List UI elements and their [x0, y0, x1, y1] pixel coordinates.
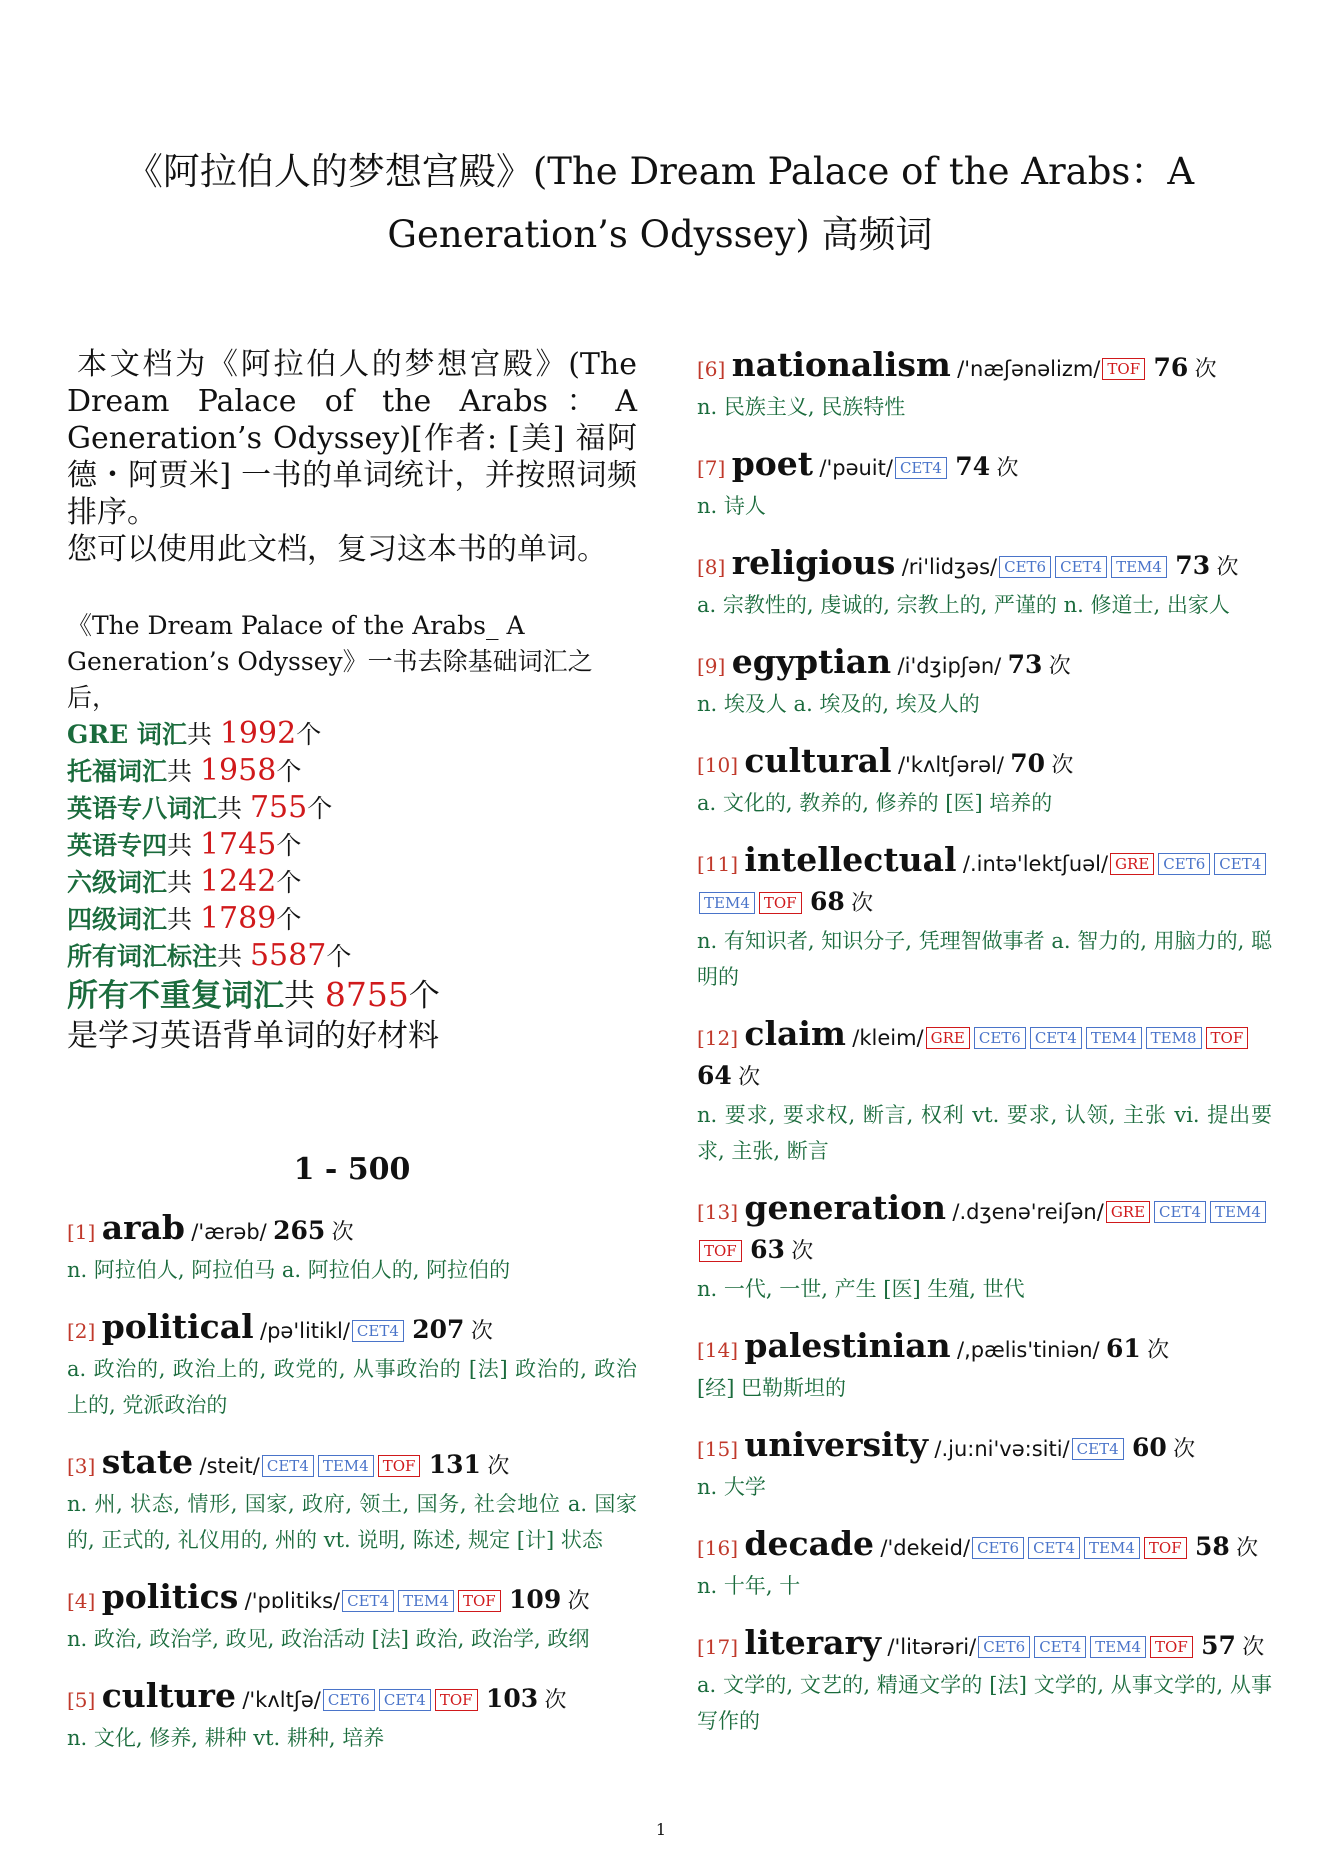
vocab-stats — [67, 608, 637, 1056]
page-title: 《阿拉伯人的梦想宫殿》(The Dream Palace of the Arabs：A Generation’s Odyssey) 高频词 — [125, 150, 1195, 256]
word-entry — [697, 445, 1272, 524]
entry-phonetic: /'litərəri/ — [887, 1635, 977, 1659]
entry-times-label: 次 — [1147, 1338, 1170, 1363]
word-entry — [697, 1189, 1272, 1307]
entry-headline — [697, 1525, 1272, 1568]
page-number: 1 — [655, 1820, 667, 1839]
stats-unit: 个 — [276, 831, 302, 860]
entry-definition: n. 州, 状态, 情形, 国家, 政府, 领土, 国务, 社会地位 a. 国家的, 正式的, 礼仪用的, 州的 vt. 说明, 陈述, 规定 [计] 状态 — [67, 1492, 637, 1552]
entry-definition: n. 要求, 要求权, 断言, 权利 vt. 要求, 认领, 主张 vi. 提出要求, 主张, 断言 — [697, 1103, 1272, 1163]
entry-times-label: 次 — [544, 1688, 567, 1713]
entry-word: university — [744, 1425, 929, 1464]
exam-tag: TEM4 — [1210, 1201, 1266, 1223]
entry-count: 73 — [1175, 551, 1211, 580]
entry-word: claim — [744, 1014, 846, 1053]
entry-phonetic: /pə'litikl/ — [260, 1319, 350, 1343]
exam-tag: CET6 — [978, 1636, 1030, 1658]
entry-word: palestinian — [744, 1326, 951, 1365]
word-entry — [697, 346, 1272, 425]
entry-count: 58 — [1194, 1532, 1230, 1561]
stats-mid: 共 — [167, 757, 200, 786]
word-entry — [697, 742, 1272, 821]
entry-list-right — [697, 346, 1272, 1739]
entry-phonetic: /.dʒenə'reiʃən/ — [952, 1200, 1104, 1224]
entry-phonetic: /'kʌltʃərəl/ — [897, 753, 1004, 777]
entry-index: [11] — [697, 852, 739, 876]
entry-times-label: 次 — [1194, 357, 1217, 382]
exam-tag: TOF — [1150, 1636, 1193, 1658]
entry-headline — [67, 1209, 637, 1252]
entry-headline — [697, 1624, 1272, 1667]
stats-value: 755 — [249, 790, 308, 825]
word-entry — [697, 1327, 1272, 1406]
stats-row — [67, 827, 637, 864]
entry-count: 68 — [809, 887, 845, 916]
word-entry — [697, 1624, 1272, 1739]
exam-tag: CET4 — [379, 1689, 431, 1711]
stats-unit: 个 — [276, 757, 302, 786]
entry-definition: n. 政治, 政治学, 政见, 政治活动 [法] 政治, 政治学, 政纲 — [67, 1627, 590, 1651]
entry-count: 207 — [412, 1315, 465, 1344]
exam-tag: TOF — [1144, 1537, 1187, 1559]
stats-row — [67, 938, 637, 975]
entry-word: literary — [744, 1623, 882, 1662]
word-entry — [67, 1578, 637, 1657]
stats-closing: 是学习英语背单词的好材料 — [67, 1018, 439, 1054]
exam-tag: CET4 — [1030, 1027, 1082, 1049]
entry-times-label: 次 — [1242, 1635, 1265, 1660]
entry-count: 57 — [1201, 1631, 1236, 1660]
entry-count: 103 — [485, 1684, 539, 1713]
entry-headline — [697, 742, 1272, 785]
entry-times-label: 次 — [1051, 753, 1074, 778]
exam-tag: TOF — [1102, 358, 1145, 380]
stats-unit: 个 — [326, 942, 352, 971]
word-entry — [697, 1426, 1272, 1505]
exam-tag: CET4 — [342, 1590, 394, 1612]
stats-label: 英语专四 — [67, 831, 168, 860]
left-column — [67, 346, 637, 1776]
exam-tag: TEM4 — [1111, 556, 1167, 578]
exam-tag: GRE — [1106, 1201, 1150, 1223]
entry-headline — [697, 643, 1272, 686]
entry-index: [2] — [67, 1319, 96, 1343]
entry-count: 61 — [1106, 1334, 1141, 1363]
word-entry — [697, 1015, 1272, 1169]
exam-tag: TEM4 — [318, 1455, 374, 1477]
stats-mid: 共 — [217, 942, 250, 971]
intro-paragraph: 本文档为《阿拉伯人的梦想宫殿》(The Dream Palace of the Arabs：A Generation’s Odyssey)[作者: [美] 福阿德・阿贾米] 一书的单词统计，并按照词频排序。 — [67, 347, 637, 530]
entry-times-label: 次 — [851, 891, 874, 916]
entry-index: [5] — [67, 1688, 96, 1712]
stats-row — [67, 901, 637, 938]
stats-label: 所有词汇标注 — [67, 942, 218, 971]
entry-count: 74 — [955, 452, 991, 481]
entry-word: egyptian — [731, 642, 892, 681]
entry-times-label: 次 — [470, 1319, 493, 1344]
entry-phonetic: /'dekeid/ — [880, 1536, 971, 1560]
stats-mid: 共 — [167, 905, 200, 934]
entry-word: decade — [744, 1524, 875, 1563]
entry-count: 265 — [273, 1216, 326, 1245]
entry-word: nationalism — [731, 345, 951, 384]
entry-index: [1] — [67, 1220, 96, 1244]
exam-tag: TOF — [699, 1240, 742, 1262]
entry-phonetic: /,pælis'tiniən/ — [957, 1338, 1100, 1362]
entry-phonetic: /'pɒlitiks/ — [244, 1589, 341, 1613]
exam-tag: CET4 — [352, 1320, 404, 1342]
exam-tag: TOF — [378, 1455, 421, 1477]
entry-headline — [67, 1677, 637, 1720]
entry-definition: a. 政治的, 政治上的, 政党的, 从事政治的 [法] 政治的, 政治上的, 党派政治的 — [67, 1357, 637, 1417]
stats-value: 1789 — [199, 901, 277, 936]
word-entry — [67, 1308, 637, 1423]
exam-tag: TOF — [1206, 1027, 1249, 1049]
exam-tag: GRE — [1110, 853, 1154, 875]
stats-unit: 个 — [296, 720, 322, 749]
entry-headline — [697, 841, 1272, 923]
stats-value: 5587 — [249, 938, 327, 973]
exam-tag: CET6 — [974, 1027, 1026, 1049]
exam-tag: TEM4 — [1086, 1027, 1142, 1049]
entry-definition: n. 大学 — [697, 1475, 766, 1499]
entry-count: 73 — [1007, 650, 1043, 679]
entry-definition: n. 阿拉伯人, 阿拉伯马 a. 阿拉伯人的, 阿拉伯的 — [67, 1258, 511, 1282]
exam-tag: CET4 — [895, 457, 947, 479]
stats-unit: 个 — [276, 905, 302, 934]
entry-times-label: 次 — [567, 1589, 590, 1614]
entry-phonetic: /'næʃənəlizm/ — [957, 357, 1101, 381]
entry-word: culture — [101, 1676, 236, 1715]
word-entry — [697, 841, 1272, 995]
entry-index: [15] — [697, 1437, 739, 1461]
stats-unit: 个 — [276, 868, 302, 897]
entry-count: 60 — [1131, 1433, 1167, 1462]
entry-definition: [经] 巴勒斯坦的 — [697, 1376, 847, 1400]
entry-headline — [697, 1189, 1272, 1271]
entry-index: [7] — [697, 456, 726, 480]
entry-times-label: 次 — [1216, 555, 1239, 580]
exam-tag: TOF — [759, 892, 802, 914]
entry-index: [6] — [697, 357, 726, 381]
exam-tag: CET4 — [1214, 853, 1266, 875]
entry-definition: n. 十年, 十 — [697, 1574, 801, 1598]
entry-definition: n. 埃及人 a. 埃及的, 埃及人的 — [697, 692, 980, 716]
exam-tag: CET6 — [323, 1689, 375, 1711]
stats-label: 四级词汇 — [67, 905, 168, 934]
entry-definition: n. 诗人 — [697, 494, 766, 518]
exam-tag: TEM4 — [1084, 1537, 1140, 1559]
entry-times-label: 次 — [331, 1220, 354, 1245]
stats-row — [67, 790, 637, 827]
entry-headline — [67, 1443, 637, 1486]
entry-phonetic: /i'dʒipʃən/ — [897, 654, 1002, 678]
exam-tag: CET4 — [1154, 1201, 1206, 1223]
entry-word: political — [101, 1307, 254, 1346]
exam-tag: GRE — [926, 1027, 970, 1049]
entry-word: politics — [101, 1577, 239, 1616]
entry-times-label: 次 — [996, 456, 1019, 481]
entry-phonetic: /.ju:ni'və:siti/ — [934, 1437, 1070, 1461]
entry-word: religious — [731, 543, 896, 582]
stats-value: 1242 — [199, 864, 277, 899]
stats-row — [67, 753, 637, 790]
word-entry — [697, 643, 1272, 722]
entry-definition: n. 有知识者, 知识分子, 凭理智做事者 a. 智力的, 用脑力的, 聪明的 — [697, 929, 1272, 989]
stats-mid: 共 — [167, 831, 200, 860]
stats-label: 所有不重复词汇 — [67, 978, 284, 1014]
stats-lead: 《The Dream Palace of the Arabs_ A Generation’s Odyssey》一书去除基础词汇之后， — [67, 611, 593, 712]
entry-definition: a. 文学的, 文艺的, 精通文学的 [法] 文学的, 从事文学的, 从事写作的 — [697, 1673, 1272, 1733]
entry-times-label: 次 — [487, 1454, 510, 1479]
exam-tag: CET4 — [1028, 1537, 1080, 1559]
entry-times-label: 次 — [1173, 1437, 1196, 1462]
entry-definition: n. 文化, 修养, 耕种 vt. 耕种, 培养 — [67, 1726, 385, 1750]
exam-tag: TOF — [458, 1590, 501, 1612]
stats-unit: 个 — [307, 794, 333, 823]
entry-count: 131 — [428, 1450, 481, 1479]
entry-definition: n. 民族主义, 民族特性 — [697, 395, 906, 419]
entry-phonetic: /ri'lidʒəs/ — [901, 555, 998, 579]
exam-tag: TEM4 — [1090, 1636, 1146, 1658]
entry-headline — [67, 1578, 637, 1621]
right-column — [697, 346, 1272, 1759]
stats-row-total — [67, 975, 637, 1016]
stats-label: 托福词汇 — [67, 757, 168, 786]
word-entry — [697, 544, 1272, 623]
entry-times-label: 次 — [1048, 654, 1071, 679]
entry-word: poet — [731, 444, 814, 483]
entry-index: [4] — [67, 1589, 96, 1613]
stats-value: 1745 — [199, 827, 277, 862]
entry-headline — [697, 346, 1272, 389]
word-entry — [67, 1209, 637, 1288]
exam-tag: TEM4 — [699, 892, 755, 914]
entry-headline — [67, 1308, 637, 1351]
exam-tag: CET6 — [1158, 853, 1210, 875]
entry-headline — [697, 1015, 1272, 1097]
entry-phonetic: /'pəuit/ — [819, 456, 893, 480]
entry-count: 70 — [1010, 749, 1046, 778]
entry-headline — [697, 544, 1272, 587]
entry-headline — [697, 445, 1272, 488]
exam-tag: CET4 — [1034, 1636, 1086, 1658]
entry-list-left — [67, 1209, 637, 1756]
stats-row — [67, 864, 637, 901]
entry-word: cultural — [744, 741, 892, 780]
stats-value: 1958 — [199, 753, 277, 788]
exam-tag: TEM4 — [398, 1590, 454, 1612]
entry-index: [16] — [697, 1536, 739, 1560]
entry-definition: a. 宗教性的, 虔诚的, 宗教上的, 严谨的 n. 修道士, 出家人 — [697, 593, 1230, 617]
entry-times-label: 次 — [791, 1239, 814, 1264]
entry-index: [9] — [697, 654, 726, 678]
stats-label: 六级词汇 — [67, 868, 168, 897]
stats-value: 8755 — [324, 975, 409, 1014]
intro-text — [67, 346, 637, 568]
entry-index: [3] — [67, 1454, 96, 1478]
exam-tag: CET6 — [999, 556, 1051, 578]
exam-tag: CET4 — [1072, 1438, 1124, 1460]
entry-headline — [697, 1327, 1272, 1370]
entry-index: [14] — [697, 1338, 739, 1362]
entry-definition: a. 文化的, 教养的, 修养的 [医] 培养的 — [697, 791, 1053, 815]
entry-definition: n. 一代, 一世, 产生 [医] 生殖, 世代 — [697, 1277, 1025, 1301]
stats-mid: 共 — [217, 794, 250, 823]
entry-count: 63 — [750, 1235, 785, 1264]
word-entry — [67, 1443, 637, 1558]
stats-mid: 共 — [186, 720, 220, 749]
entry-phonetic: /.intə'lektʃuəl/ — [962, 852, 1109, 876]
stats-label: 英语专八词汇 — [67, 794, 218, 823]
entry-count: 64 — [697, 1061, 732, 1090]
entry-word: intellectual — [744, 840, 957, 879]
entry-index: [13] — [697, 1200, 739, 1224]
entry-word: state — [101, 1442, 194, 1481]
exam-tag: CET4 — [1055, 556, 1107, 578]
entry-times-label: 次 — [1236, 1536, 1259, 1561]
entry-index: [17] — [697, 1635, 739, 1659]
section-heading: 1 - 500 — [293, 1152, 411, 1187]
entry-count: 109 — [509, 1585, 562, 1614]
stats-label: GRE 词汇 — [67, 720, 187, 749]
entry-index: [10] — [697, 753, 739, 777]
exam-tag: TOF — [435, 1689, 478, 1711]
entry-times-label: 次 — [738, 1065, 761, 1090]
stats-mid: 共 — [284, 978, 325, 1014]
stats-unit: 个 — [408, 978, 440, 1014]
entry-phonetic: /'ærəb/ — [191, 1220, 267, 1244]
entry-word: generation — [744, 1188, 947, 1227]
entry-phonetic: /'kʌltʃə/ — [242, 1688, 321, 1712]
entry-word: arab — [101, 1208, 185, 1247]
stats-mid: 共 — [167, 868, 200, 897]
exam-tag: CET4 — [262, 1455, 314, 1477]
word-entry — [67, 1677, 637, 1756]
entry-phonetic: /kleim/ — [852, 1026, 924, 1050]
exam-tag: TEM8 — [1146, 1027, 1202, 1049]
stats-row — [67, 716, 637, 753]
stats-value: 1992 — [219, 716, 297, 751]
entry-phonetic: /steit/ — [199, 1454, 260, 1478]
entry-count: 76 — [1153, 353, 1189, 382]
entry-index: [12] — [697, 1026, 739, 1050]
entry-headline — [697, 1426, 1272, 1469]
intro-paragraph: 您可以使用此文档，复习这本书的单词。 — [67, 532, 607, 567]
exam-tag: CET6 — [972, 1537, 1024, 1559]
entry-index: [8] — [697, 555, 726, 579]
word-entry — [697, 1525, 1272, 1604]
